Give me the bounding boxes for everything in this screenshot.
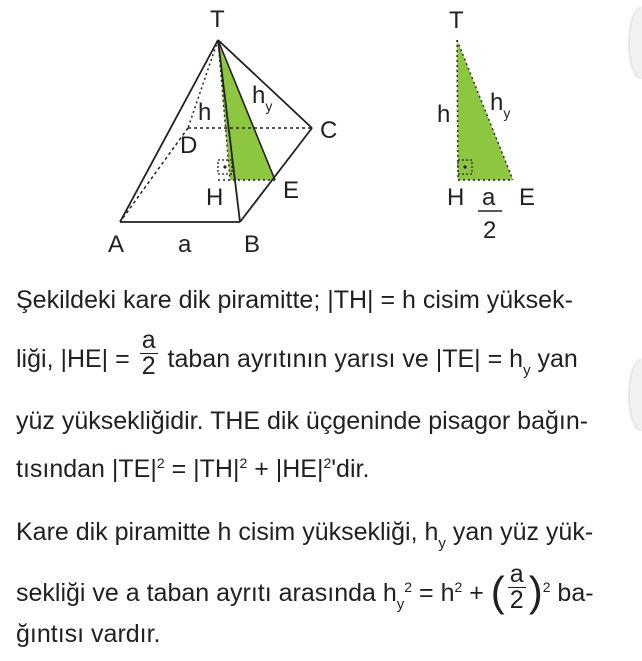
para1-line3: yüz yüksekliğidir. THE dik üçgeninde pisagor bağın- [16,407,589,435]
triangle-label-hy: $h_y$ [490,89,511,121]
label-a-vertex: A [108,231,125,258]
para1-line2: liği, |HE| = $\frac{a}{2}$ taban ayrıtının yarısı ve $|TE| = h_y$ yan [16,326,578,380]
triangle-label-e: E [519,184,536,211]
edge-da [120,128,188,222]
right-angle-dot [223,165,226,168]
triangle-label-h-point: H [447,184,465,211]
triangle-label-h-side: h [437,101,451,128]
label-b: B [244,231,261,258]
label-d: D [180,132,198,159]
label-hy: $h_y$ [252,82,273,114]
triangle-frac-num: a [482,184,496,211]
para2-line1: Kare dik piramitte h cisim yüksekliği, $h_y$ yan yüz yük- [16,518,594,552]
pyramid-figure [0,0,642,265]
para1-line1: Şekildeki kare dik piramitte; |TH| = h cisim yüksek- [16,286,573,314]
label-t: T [210,6,225,33]
label-c: C [320,117,338,144]
half-fraction: $\frac{a}{2}$ [141,326,156,380]
label-e: E [283,177,300,204]
right-triangle-diagram [437,7,535,244]
pyramid-diagram [108,6,337,258]
triangle-label-t: T [449,7,464,34]
triangle-right-angle-dot [463,165,466,168]
label-h-point: H [206,184,224,211]
half-fraction-2: $\frac{a}{2}$ [509,560,524,614]
triangle-frac-den: 2 [483,217,497,244]
label-side-a: a [178,231,192,258]
para1-line4: tısından $|TE|^2 = |TH|^2 + |HE|^2'dir$. [16,455,370,483]
para2-line2: sekliği ve a taban ayrıtı arasında $h_y^2 = h^2$ + ( $\frac{a}{2}$ )$^2$ ba- [16,560,594,615]
edge-ta [120,40,218,222]
para2-line3: ğıntısı vardır. [16,620,161,648]
label-height-h: h [198,99,212,126]
